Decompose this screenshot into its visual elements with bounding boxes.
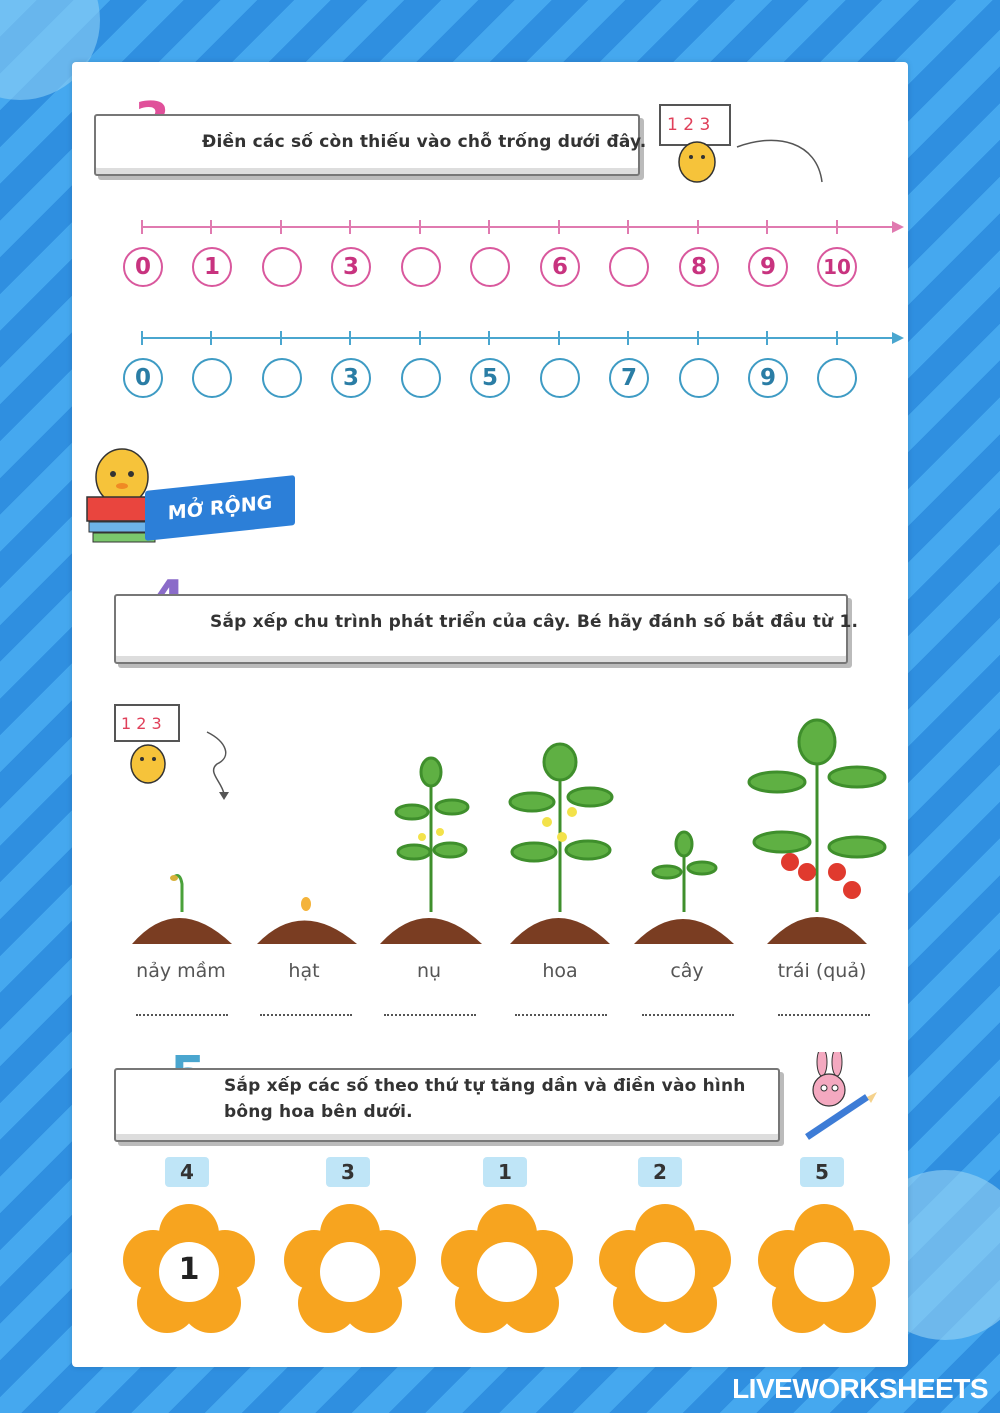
answer-blank-seed[interactable] [260, 1014, 352, 1016]
seed-icon [301, 897, 311, 911]
answer-blank-sprout[interactable] [136, 1014, 228, 1016]
pink-circle-9: 9 [748, 247, 788, 287]
flowers-row [117, 1197, 897, 1347]
bud-plant-icon [396, 758, 468, 912]
stage-label-flower: hoa [542, 960, 578, 982]
answer-blank-young-plant[interactable] [642, 1014, 734, 1016]
svg-text:1 2 3: 1 2 3 [121, 714, 162, 733]
flower-2 [284, 1204, 416, 1333]
blue-circle-8[interactable] [679, 358, 719, 398]
blue-circle-1[interactable] [192, 358, 232, 398]
flower-3 [441, 1204, 573, 1333]
exercise-5-instruction-line2: bông hoa bên dưới. [224, 1102, 413, 1122]
bunny-pencil-icon [797, 1052, 887, 1142]
liveworksheets-watermark: LIVEWORKSHEETS [732, 1373, 988, 1404]
blue-circle-5: 5 [470, 358, 510, 398]
pink-circle-2[interactable] [262, 247, 302, 287]
pink-circle-10: 10 [817, 247, 857, 287]
blue-circle-4[interactable] [401, 358, 441, 398]
plant-stages-illustration [122, 672, 912, 952]
blue-circle-6[interactable] [540, 358, 580, 398]
number-box-4: 2 [638, 1157, 682, 1187]
answer-blank-bud[interactable] [384, 1014, 476, 1016]
pink-circle-7[interactable] [609, 247, 649, 287]
exercise-5-instruction-line1: Sắp xếp các số theo thứ tự tăng dần và điền vào hình [224, 1076, 746, 1096]
number-box-3: 1 [483, 1157, 527, 1187]
blue-circle-7: 7 [609, 358, 649, 398]
stage-label-seed: hạt [288, 960, 320, 982]
answer-blank-flower[interactable] [515, 1014, 607, 1016]
pink-circle-0: 0 [123, 247, 163, 287]
number-box-5: 5 [800, 1157, 844, 1187]
young-plant-icon [653, 832, 716, 912]
stage-label-sprout: nảy mầm [136, 960, 226, 982]
blue-circle-9: 9 [748, 358, 788, 398]
counting-chick-icon [657, 102, 837, 192]
pink-circle-6: 6 [540, 247, 580, 287]
stage-label-fruit: trái (quả) [777, 960, 867, 982]
number-box-2: 3 [326, 1157, 370, 1187]
exercise-3-instruction: Điền các số còn thiếu vào chỗ trống dưới đây. [202, 132, 647, 152]
exercise-4-instruction: Sắp xếp chu trình phát triển của cây. Bé hãy đánh số bắt đầu từ 1. [210, 612, 859, 632]
blue-number-line [132, 328, 912, 352]
section-banner-mo-rong: MỞ RỘNG [145, 475, 295, 541]
pink-circle-1: 1 [192, 247, 232, 287]
answer-blank-fruit[interactable] [778, 1014, 870, 1016]
blue-circle-3: 3 [331, 358, 371, 398]
sprout-icon [170, 875, 182, 912]
pink-circle-8: 8 [679, 247, 719, 287]
blue-circle-2[interactable] [262, 358, 302, 398]
number-box-1: 4 [165, 1157, 209, 1187]
flowering-plant-icon [510, 744, 612, 912]
fruiting-plant-icon [749, 720, 885, 912]
stage-label-bud: nụ [416, 960, 442, 982]
stage-label-young-plant: cây [670, 960, 704, 982]
svg-text:1 2 3: 1 2 3 [667, 115, 711, 135]
worksheet-page [72, 62, 908, 1367]
pink-circle-5[interactable] [470, 247, 510, 287]
flower-4 [599, 1204, 731, 1333]
pink-number-line [132, 217, 912, 241]
flower-5 [758, 1204, 890, 1333]
pink-circle-4[interactable] [401, 247, 441, 287]
blue-circle-10[interactable] [817, 358, 857, 398]
flower-answer-1[interactable]: 1 [178, 1252, 200, 1287]
pink-circle-3: 3 [331, 247, 371, 287]
blue-circle-0: 0 [123, 358, 163, 398]
